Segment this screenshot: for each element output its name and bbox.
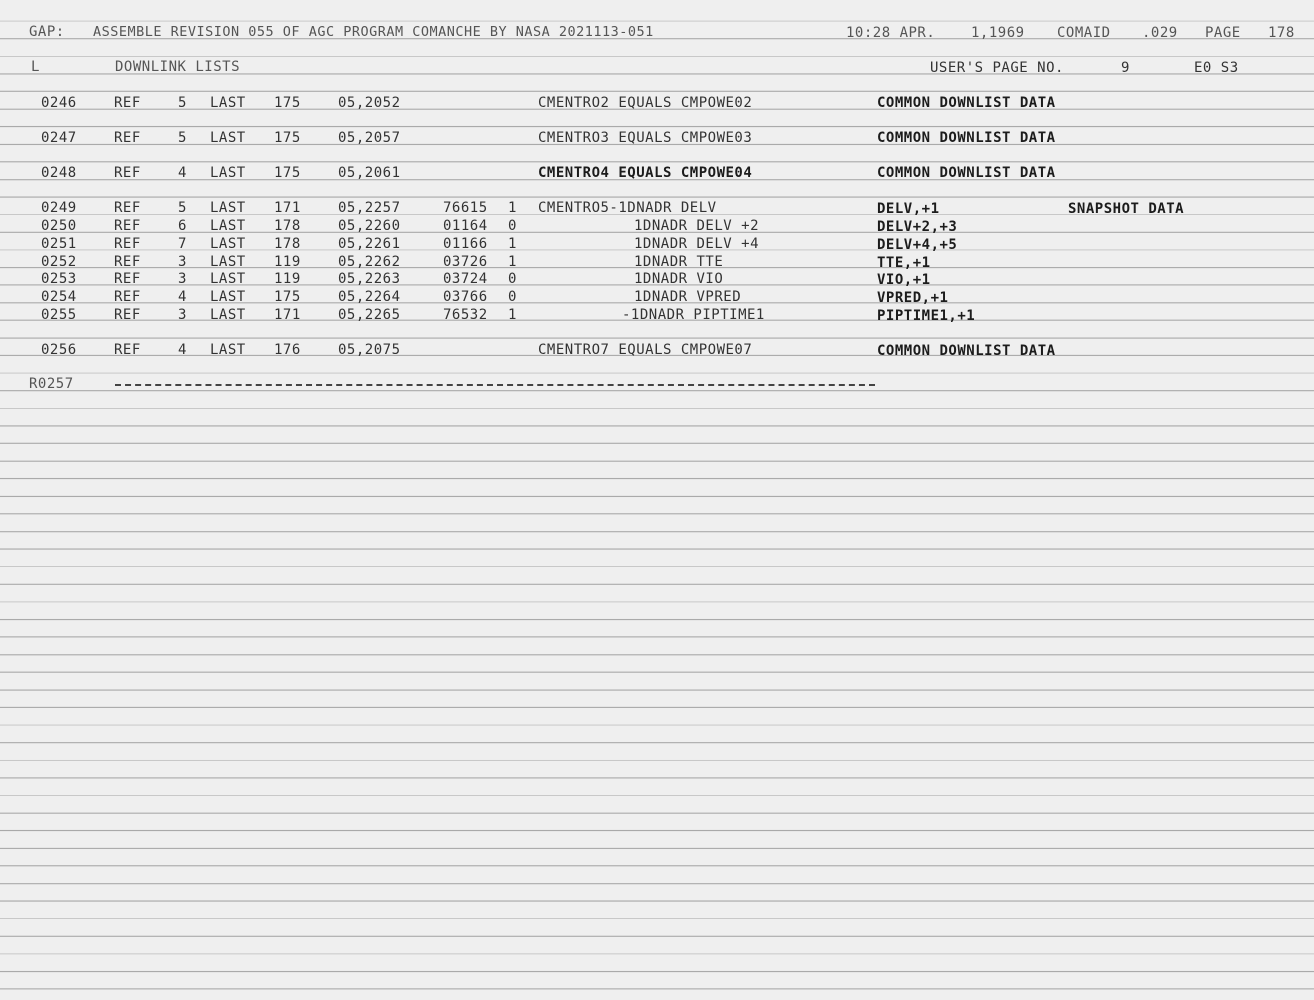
row-line-number: 0249: [41, 200, 77, 216]
row-address: 05,2057: [338, 130, 401, 146]
row-comment: COMMON DOWNLIST DATA: [877, 343, 1056, 359]
row-address: 05,2262: [338, 254, 401, 270]
users-page-label: USER'S PAGE NO.: [930, 60, 1064, 76]
row-page: 178: [274, 236, 301, 252]
row-line-number: 0253: [41, 271, 77, 287]
row-line-number: 0252: [41, 254, 77, 270]
row-type: REF: [114, 342, 141, 358]
row-page: 171: [274, 307, 301, 323]
row-address: 05,2263: [338, 271, 401, 287]
header-version: .029: [1142, 25, 1178, 41]
row-comment: PIPTIME1,+1: [877, 308, 976, 324]
row-address: 05,2265: [338, 307, 401, 323]
row-statement: CMENTRO5-1DNADR DELV: [538, 200, 717, 216]
row-line-number: 0250: [41, 218, 77, 234]
row-last: LAST: [210, 271, 246, 287]
row-address: 05,2061: [338, 165, 401, 181]
row-page: 176: [274, 342, 301, 358]
row-last: LAST: [210, 254, 246, 270]
separator-dashes: [115, 384, 875, 386]
row-flag: 1: [508, 200, 517, 216]
header-page-label: PAGE: [1205, 25, 1241, 41]
row-octal: 76532: [443, 307, 488, 323]
row-line-number: 0255: [41, 307, 77, 323]
header-title: ASSEMBLE REVISION 055 OF AGC PROGRAM COMANCHE BY NASA 2021113-051: [93, 24, 654, 40]
row-octal: 03724: [443, 271, 488, 287]
row-statement: CMENTRO4 EQUALS CMPOWE04: [538, 165, 753, 181]
row-type: REF: [114, 307, 141, 323]
row-last: LAST: [210, 342, 246, 358]
row-page: 119: [274, 271, 301, 287]
row-address: 05,2261: [338, 236, 401, 252]
row-line-number: 0248: [41, 165, 77, 181]
row-comment: VIO,+1: [877, 272, 931, 288]
row-page: 175: [274, 130, 301, 146]
row-flag: 0: [508, 289, 517, 305]
row-last: LAST: [210, 218, 246, 234]
row-last: LAST: [210, 200, 246, 216]
row-type: REF: [114, 271, 141, 287]
row-comment: VPRED,+1: [877, 290, 949, 306]
row-type: REF: [114, 95, 141, 111]
row-page: 171: [274, 200, 301, 216]
row-type: REF: [114, 130, 141, 146]
row-flag: 1: [508, 307, 517, 323]
row-octal: 03766: [443, 289, 488, 305]
row-flag: 1: [508, 254, 517, 270]
row-line-number: 0246: [41, 95, 77, 111]
row-octal: 03726: [443, 254, 488, 270]
row-statement: -1DNADR PIPTIME1: [622, 307, 765, 323]
row-statement: 1DNADR TTE: [634, 254, 724, 270]
row-address: 05,2052: [338, 95, 401, 111]
row-page: 178: [274, 218, 301, 234]
row-comment: COMMON DOWNLIST DATA: [877, 165, 1056, 181]
row-last: LAST: [210, 289, 246, 305]
header-date: 1,1969: [971, 25, 1025, 41]
subheader-l: L: [31, 59, 40, 75]
row-count: 7: [178, 236, 187, 252]
row-type: REF: [114, 218, 141, 234]
row-flag: 1: [508, 236, 517, 252]
row-statement: CMENTRO7 EQUALS CMPOWE07: [538, 342, 753, 358]
row-count: 4: [178, 289, 187, 305]
row-last: LAST: [210, 236, 246, 252]
row-count: 3: [178, 271, 187, 287]
row-note: SNAPSHOT DATA: [1068, 201, 1185, 217]
row-page: 175: [274, 289, 301, 305]
row-last: LAST: [210, 95, 246, 111]
row-statement: 1DNADR DELV +4: [634, 236, 760, 252]
row-statement: CMENTRO3 EQUALS CMPOWE03: [538, 130, 753, 146]
header-gap: GAP:: [29, 24, 65, 40]
row-type: REF: [114, 289, 141, 305]
footer-line-number: R0257: [29, 376, 74, 392]
row-comment: COMMON DOWNLIST DATA: [877, 95, 1056, 111]
row-type: REF: [114, 254, 141, 270]
users-page-num: 9: [1121, 60, 1130, 76]
row-octal: 01166: [443, 236, 488, 252]
section-code: E0 S3: [1194, 60, 1239, 76]
row-comment: DELV,+1: [877, 201, 940, 217]
row-count: 5: [178, 130, 187, 146]
row-count: 4: [178, 342, 187, 358]
row-type: REF: [114, 200, 141, 216]
row-last: LAST: [210, 307, 246, 323]
header-comaid: COMAID: [1057, 25, 1111, 41]
row-count: 3: [178, 307, 187, 323]
row-flag: 0: [508, 218, 517, 234]
row-comment: DELV+2,+3: [877, 219, 958, 235]
row-count: 3: [178, 254, 187, 270]
row-count: 5: [178, 200, 187, 216]
row-page: 175: [274, 95, 301, 111]
header-page-num: 178: [1268, 25, 1295, 41]
section-title: DOWNLINK LISTS: [115, 59, 241, 75]
row-statement: 1DNADR VIO: [634, 271, 724, 287]
row-line-number: 0247: [41, 130, 77, 146]
row-count: 6: [178, 218, 187, 234]
header-time: 10:28 APR.: [846, 25, 936, 41]
row-comment: COMMON DOWNLIST DATA: [877, 130, 1056, 146]
row-line-number: 0251: [41, 236, 77, 252]
row-page: 119: [274, 254, 301, 270]
row-line-number: 0254: [41, 289, 77, 305]
row-address: 05,2257: [338, 200, 401, 216]
row-type: REF: [114, 165, 141, 181]
row-page: 175: [274, 165, 301, 181]
row-statement: CMENTRO2 EQUALS CMPOWE02: [538, 95, 753, 111]
row-type: REF: [114, 236, 141, 252]
row-line-number: 0256: [41, 342, 77, 358]
row-statement: 1DNADR DELV +2: [634, 218, 760, 234]
row-last: LAST: [210, 130, 246, 146]
row-last: LAST: [210, 165, 246, 181]
row-address: 05,2264: [338, 289, 401, 305]
row-comment: TTE,+1: [877, 255, 931, 271]
row-address: 05,2260: [338, 218, 401, 234]
row-octal: 01164: [443, 218, 488, 234]
row-flag: 0: [508, 271, 517, 287]
row-count: 4: [178, 165, 187, 181]
row-comment: DELV+4,+5: [877, 237, 958, 253]
row-octal: 76615: [443, 200, 488, 216]
row-statement: 1DNADR VPRED: [634, 289, 742, 305]
row-count: 5: [178, 95, 187, 111]
row-address: 05,2075: [338, 342, 401, 358]
